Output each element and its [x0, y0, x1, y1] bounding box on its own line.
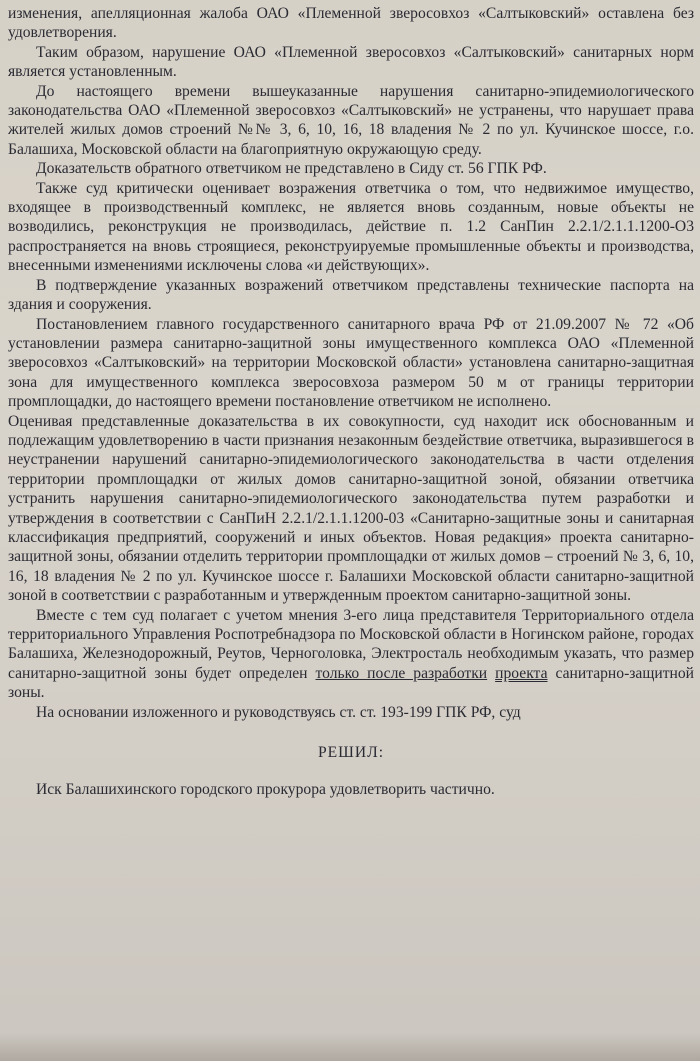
paragraph-9 [8, 606, 694, 703]
paragraph-2: Таким образом, нарушение ОАО «Племенной зверосовхоз «Салтыковский» санитарных норм является установленным. [8, 43, 694, 81]
paragraph-5: Также суд критически оценивает возражения ответчика о том, что недвижимое имущество, входящее в производственный комплекс, не является вновь созданным, новые объекты не возводились, реконструкция не производилась, действие п. 1.2 СанПин 2.2.1/2.1.1.1200-О3 распространяется на вновь строящиеся, реконструируемые промышленные объекты и производства, внесенными изменениями исключены слова «и действующих». [8, 179, 694, 275]
decision-heading: РЕШИЛ: [317, 744, 385, 762]
paragraph-4: Доказательств обратного ответчиком не представлено в Сиду ст. 56 ГПК РФ. [36, 160, 547, 178]
paragraph-3: До настоящего времени вышеуказанные нарушения санитарно-эпидемиологического законодательства ОАО «Племенной зверосовхоз «Салтыковский» не устранены, что нарушает права жителей жилых домов строений №№ 3, 6, 10, 16, 18 владения № 2 по ул. Кучинское шоссе, г.о. Балашиха, Московской области на благоприятную окружающую среду. [8, 82, 694, 158]
paragraph-1: изменения, апелляционная жалоба ОАО «Племенной зверосовхоз «Салтыковский» оставлена без удовлетворения. [8, 5, 694, 42]
page-shadow [0, 1033, 700, 1061]
double-underlined-word: проекта [495, 664, 548, 682]
space [487, 665, 495, 682]
paragraph-7: Постановлением главного государственного санитарного врача РФ от 21.09.2007 № 72 «Об установлении размера санитарно-защитной зоны имущественного комплекса ОАО «Племенной зверосовхоз «Салтыковский» на территории Московской области» установлена санитарно-защитная зона для имущественного комплекса зверосовхоза размером 50 м от границы территории промплощадки, до настоящего времени постановление ответчиком не исполнено. [8, 315, 694, 411]
paragraph-8: Оценивая представленные доказательства в их совокупности, суд находит иск обоснованным и подлежащим удовлетворению в части признания незаконным бездействие ответчика, выразившегося в неустранении нарушений санитарно-эпидемиологического законодательства в части отделения территории промплощадки от жилых домов санитарно-защитной зоной, обязании ответчика устранить нарушения санитарно-эпидемиологического законодательства путем разработки и утверждения в соответствии с СанПиН 2.2.1/2.1.1.1200-03 «Санитарно-защитные зоны и санитарная классификация предприятий, сооружений и иных объектов. Новая редакция» проекта санитарно-защитной зоны, обязании отделить территории промплощадки от жилых домов – строений № 3, 6, 10, 16, 18 владения № 2 по ул. Кучинское шоссе г. Балашихи Московской области санитарно-защитной зоной в соответствии с разработанным и утвержденным проектом санитарно-защитной зоны. [8, 412, 694, 605]
paragraph-6: В подтверждение указанных возражений ответчиком представлены технические паспорта на здания и сооружения. [8, 276, 694, 314]
paragraph-9-end: санитарно-защитной зоны. [8, 664, 694, 702]
paragraph-9-text: Вместе с тем суд полагает с учетом мнения 3-его лица представителя Территориального отдела территориального Управления Роспотребнадзора по Московской области в Ногинском районе, городах Балашиха, Железнодорожный, Реутов, Черноголовка, Электросталь необходимым указать, что размер санитарно-защитной зоны будет определен [8, 606, 694, 682]
underlined-phrase: только после разработки [315, 664, 488, 682]
paragraph-10: На основании изложенного и руководствуясь ст. ст. 193-199 ГПК РФ, суд [36, 703, 521, 721]
paragraph-11: Иск Балашихинского городского прокурора удовлетворить частично. [36, 781, 495, 799]
